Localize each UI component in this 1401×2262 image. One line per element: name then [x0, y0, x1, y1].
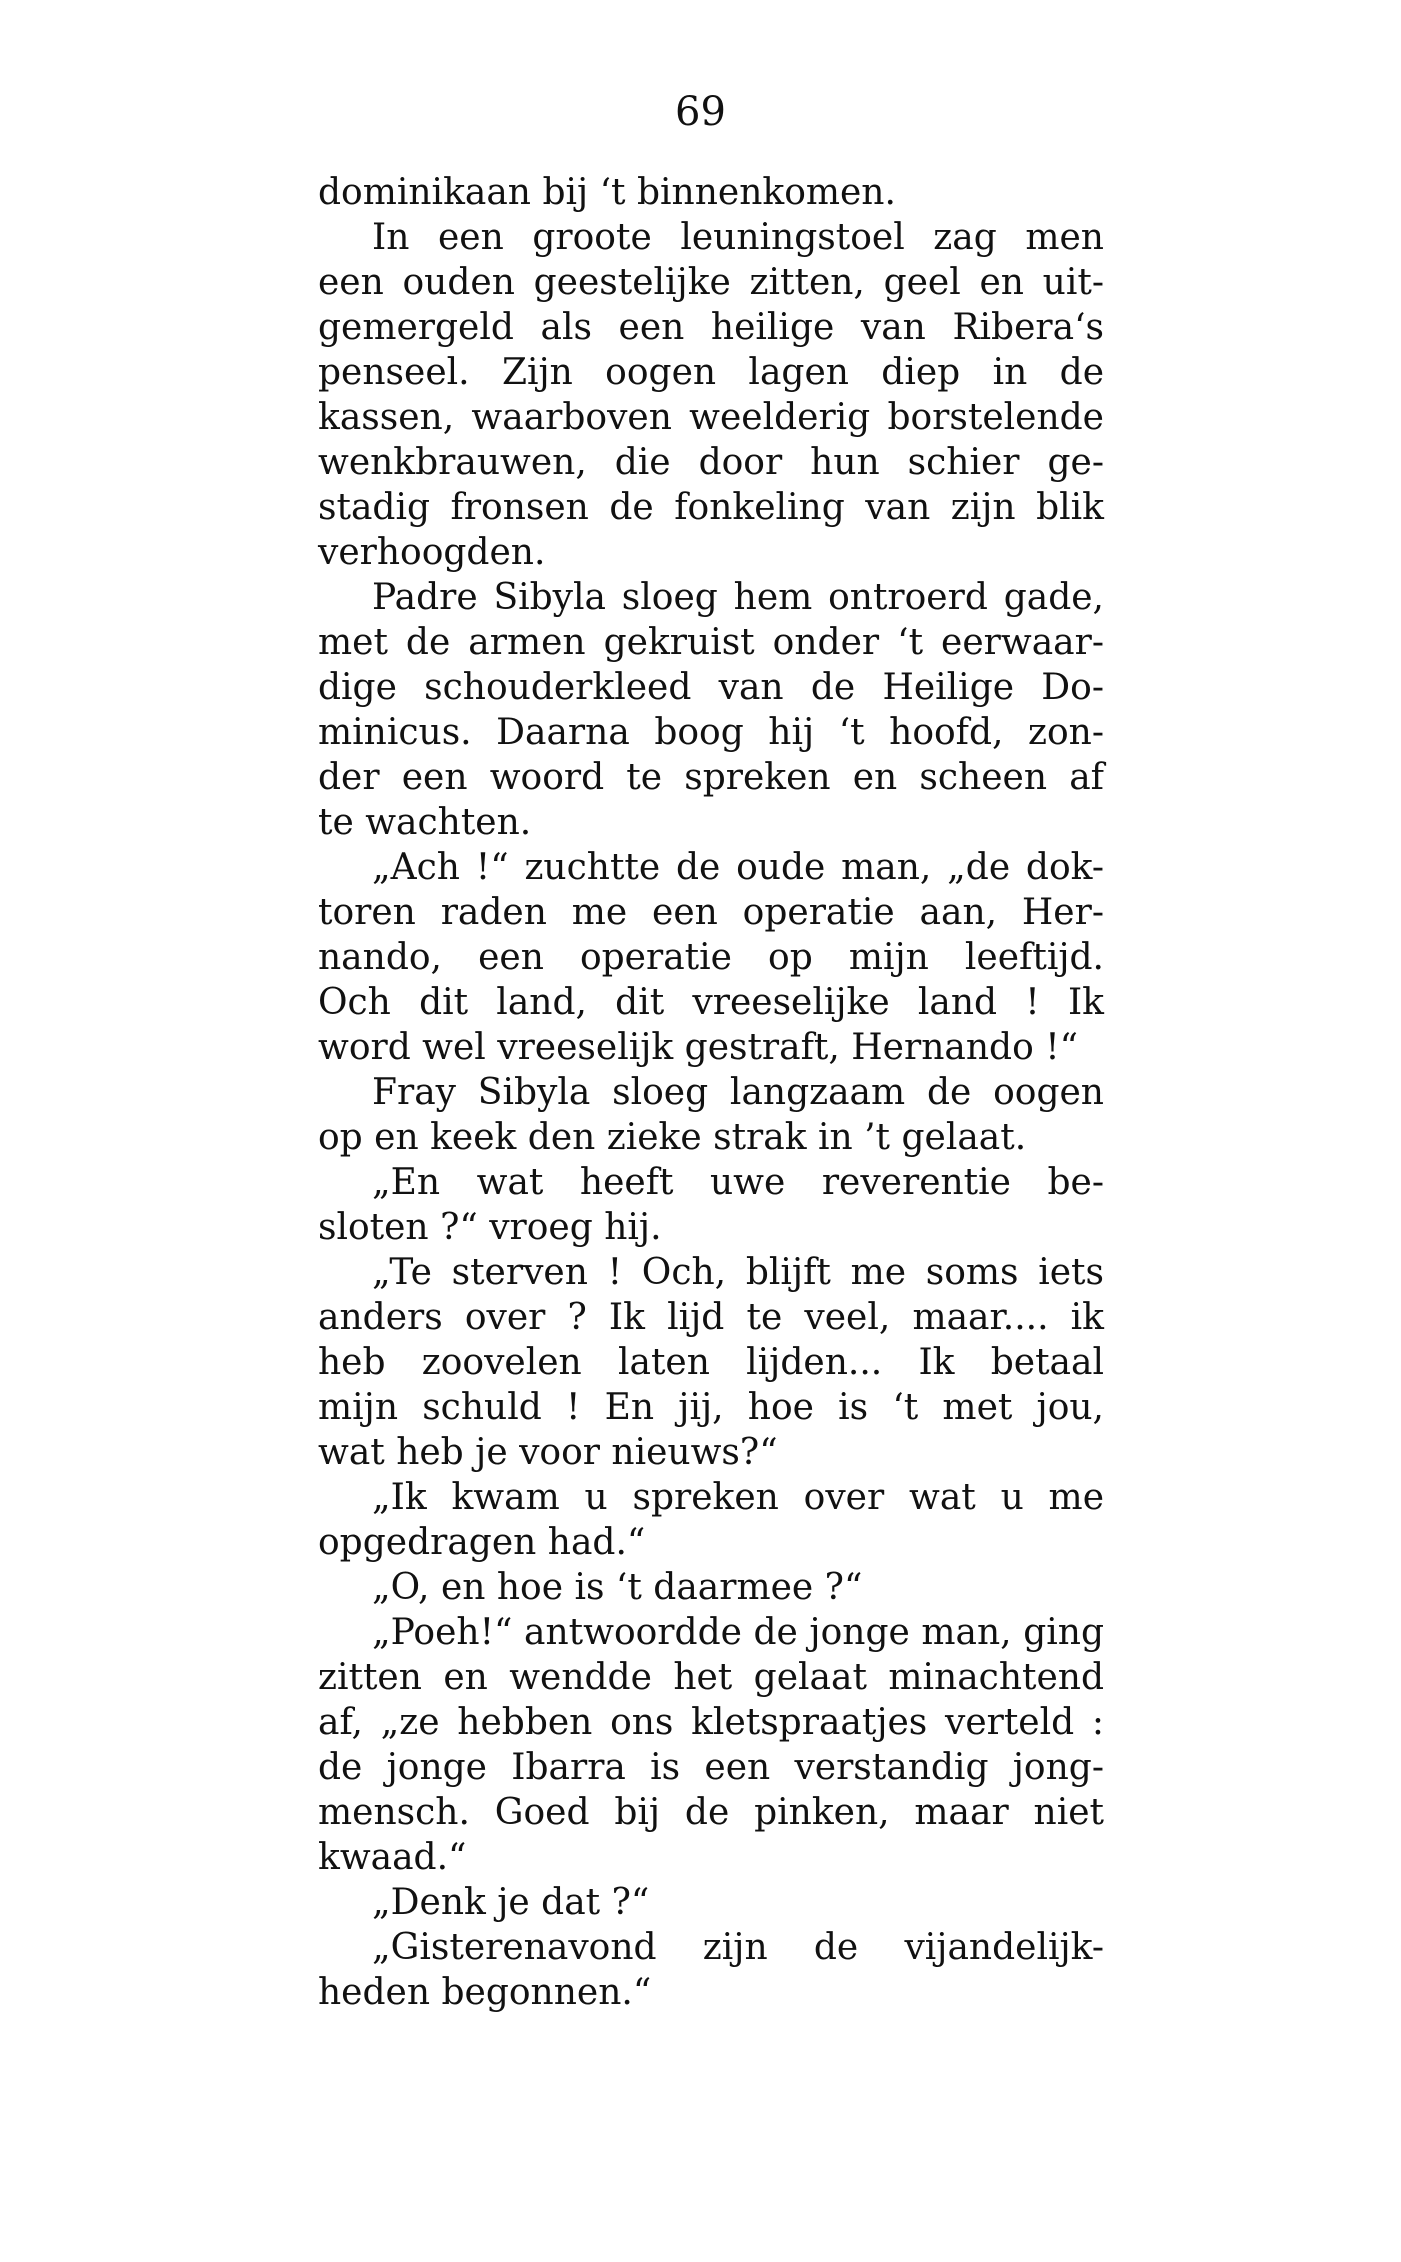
text-line: „En wat heeft uwe reverentie be-: [372, 1162, 1104, 1203]
text-line: „Poeh!“ antwoordde de jonge man, ging: [372, 1612, 1104, 1653]
text-line: opgedragen had.“: [318, 1522, 646, 1563]
text-line: In een groote leuningstoel zag men: [372, 217, 1104, 258]
text-line: Fray Sibyla sloeg langzaam de oogen: [372, 1072, 1104, 1113]
text-line: „Te sterven ! Och, blijft me soms iets: [372, 1252, 1104, 1293]
text-line: „O, en hoe is ‘t daarmee ?“: [372, 1567, 863, 1608]
text-line: te wachten.: [318, 802, 532, 843]
text-line: penseel. Zijn oogen lagen diep in de: [318, 352, 1104, 393]
text-line: sloten ?“ vroeg hij.: [318, 1207, 662, 1248]
text-line: Padre Sibyla sloeg hem ontroerd gade,: [372, 577, 1104, 618]
page-number: 69: [675, 89, 726, 135]
text-line: een ouden geestelijke zitten, geel en uit-: [318, 262, 1104, 303]
text-line: met de armen gekruist onder ‘t eerwaar-: [318, 622, 1104, 663]
text-line: toren raden me een operatie aan, Her-: [318, 892, 1104, 933]
text-line: minicus. Daarna boog hij ‘t hoofd, zon-: [318, 712, 1104, 753]
text-line: wat heb je voor nieuws?“: [318, 1432, 778, 1473]
text-line: heb zoovelen laten lijden... Ik betaal: [318, 1342, 1104, 1383]
text-line: Och dit land, dit vreeselijke land ! Ik: [318, 982, 1104, 1023]
text-line: dominikaan bij ‘t binnenkomen.: [318, 172, 896, 213]
text-line: heden begonnen.“: [318, 1972, 652, 2013]
text-line: kwaad.“: [318, 1837, 467, 1878]
text-line: op en keek den zieke strak in ’t gelaat.: [318, 1117, 1027, 1158]
text-line: zitten en wendde het gelaat minachtend: [318, 1657, 1104, 1698]
text-line: „Ik kwam u spreken over wat u me: [372, 1477, 1104, 1518]
text-line: stadig fronsen de fonkeling van zijn blik: [318, 487, 1104, 528]
text-line: wenkbrauwen, die door hun schier ge-: [318, 442, 1104, 483]
text-line: „Gisterenavond zijn de vijandelijk-: [372, 1927, 1104, 1968]
text-line: „Ach !“ zuchtte de oude man, „de dok-: [372, 847, 1104, 888]
text-line: gemergeld als een heilige van Ribera‘s: [318, 307, 1104, 348]
text-line: word wel vreeselijk gestraft, Hernando !“: [318, 1027, 1079, 1068]
text-line: verhoogden.: [318, 532, 546, 573]
text-line: anders over ? Ik lijd te veel, maar.... ik: [318, 1297, 1104, 1338]
text-line: „Denk je dat ?“: [372, 1882, 650, 1923]
body-text: [318, 170, 1104, 2015]
text-line: kassen, waarboven weelderig borstelende: [318, 397, 1104, 438]
text-line: der een woord te spreken en scheen af: [318, 757, 1104, 798]
text-line: mensch. Goed bij de pinken, maar niet: [318, 1792, 1104, 1833]
text-line: de jonge Ibarra is een verstandig jong-: [318, 1747, 1104, 1788]
text-line: nando, een operatie op mijn leeftijd.: [318, 937, 1104, 978]
text-line: af, „ze hebben ons kletspraatjes verteld :: [318, 1702, 1104, 1743]
text-line: dige schouderkleed van de Heilige Do-: [318, 667, 1104, 708]
text-line: mijn schuld ! En jij, hoe is ‘t met jou,: [318, 1387, 1104, 1428]
